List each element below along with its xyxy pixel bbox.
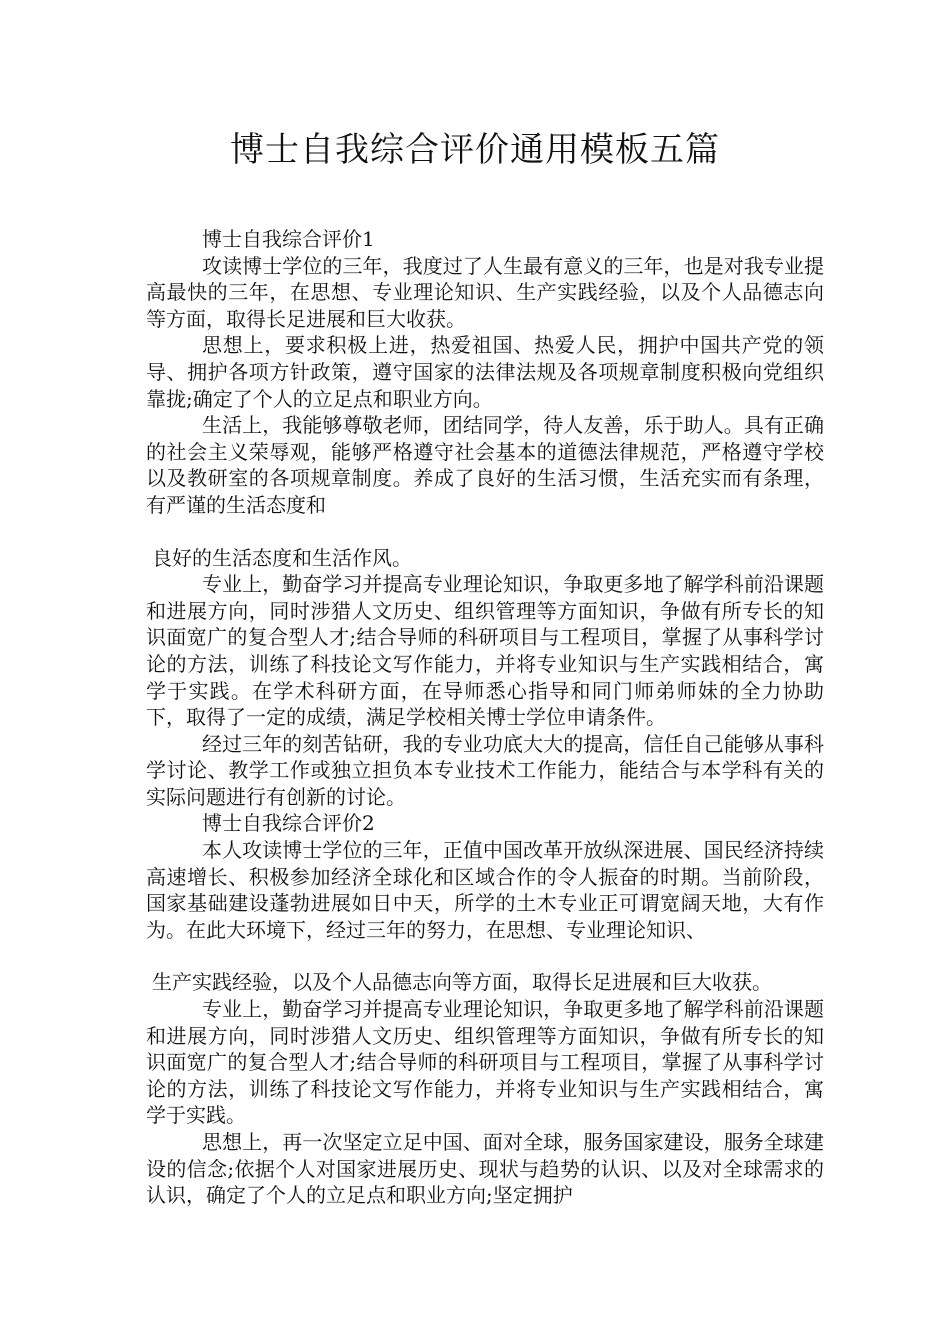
paragraph: 专业上，勤奋学习并提高专业理论知识，争取更多地了解学科前沿课题和进展方向，同时涉猎人文历史、组织管理等方面知识，争做有所专长的知识面宽广的复合型人才;结合导师的科研项目与工程项目，掌握了从事科学讨论的方法，训练了科技论文写作能力，并将专业知识与生产实践相结合，寓学于实践。在学术科研方面，在导师悉心指导和同门师弟师妹的全力协助下，取得了一定的成绩，满足学校相关博士学位申请条件。 — [146, 572, 824, 730]
paragraph: 攻读博士学位的三年，我度过了人生最有意义的三年，也是对我专业提高最快的三年，在思想、专业理论知识、生产实践经验，以及个人品德志向等方面，取得长足进展和巨大收获。 — [146, 253, 824, 331]
document-title: 博士自我综合评价通用模板五篇 — [230, 130, 720, 170]
paragraph: 生活上，我能够尊敬老师，团结同学，待人友善，乐于助人。具有正确的社会主义荣辱观，能够严格遵守社会基本的道德法律规范，严格遵守学校以及教研室的各项规章制度。养成了良好的生活习惯，生活充实而有条理，有严谨的生活态度和 — [146, 413, 824, 517]
paragraph: 思想上，再一次坚定立足中国、面对全球，服务国家建设，服务全球建设的信念;依据个人对国家进展历史、现状与趋势的认识、以及对全球需求的认识，确定了个人的立足点和职业方向;坚定拥护 — [146, 1130, 824, 1208]
section-heading-2: 博士自我综合评价2 — [202, 811, 375, 836]
paragraph: 经过三年的刻苦钻研，我的专业功底大大的提高，信任自己能够从事科学讨论、教学工作或独立担负本专业技术工作能力，能结合与本学科有关的实际问题进行有创新的讨论。 — [146, 731, 824, 809]
paragraph: 本人攻读博士学位的三年，正值中国改革开放纵深进展、国民经济持续高速增长、积极参加经济全球化和区域合作的令人振奋的时期。当前阶段，国家基础建设蓬勃进展如日中天，所学的土木专业正可谓宽阔天地，大有作为。在此大环境下，经过三年的努力，在思想、专业理论知识、 — [146, 838, 824, 942]
paragraph: 思想上，要求积极上进，热爱祖国、热爱人民，拥护中国共产党的领导、拥护各项方针政策，遵守国家的法律法规及各项规章制度积极向党组织靠拢;确定了个人的立足点和职业方向。 — [146, 333, 824, 411]
document-body — [146, 226, 824, 1209]
paragraph-continuation: 生产实践经验，以及个人品德志向等方面，取得长足进展和巨大收获。 — [152, 970, 772, 995]
paragraph: 专业上，勤奋学习并提高专业理论知识，争取更多地了解学科前沿课题和进展方向，同时涉猎人文历史、组织管理等方面知识，争做有所专长的知识面宽广的复合型人才;结合导师的科研项目与工程项目，掌握了从事科学讨论的方法，训练了科技论文写作能力，并将专业知识与生产实践相结合，寓学于实践。 — [146, 997, 824, 1128]
paragraph-continuation: 良好的生活态度和生活作风。 — [152, 545, 412, 570]
section-heading-1: 博士自我综合评价1 — [202, 227, 375, 251]
